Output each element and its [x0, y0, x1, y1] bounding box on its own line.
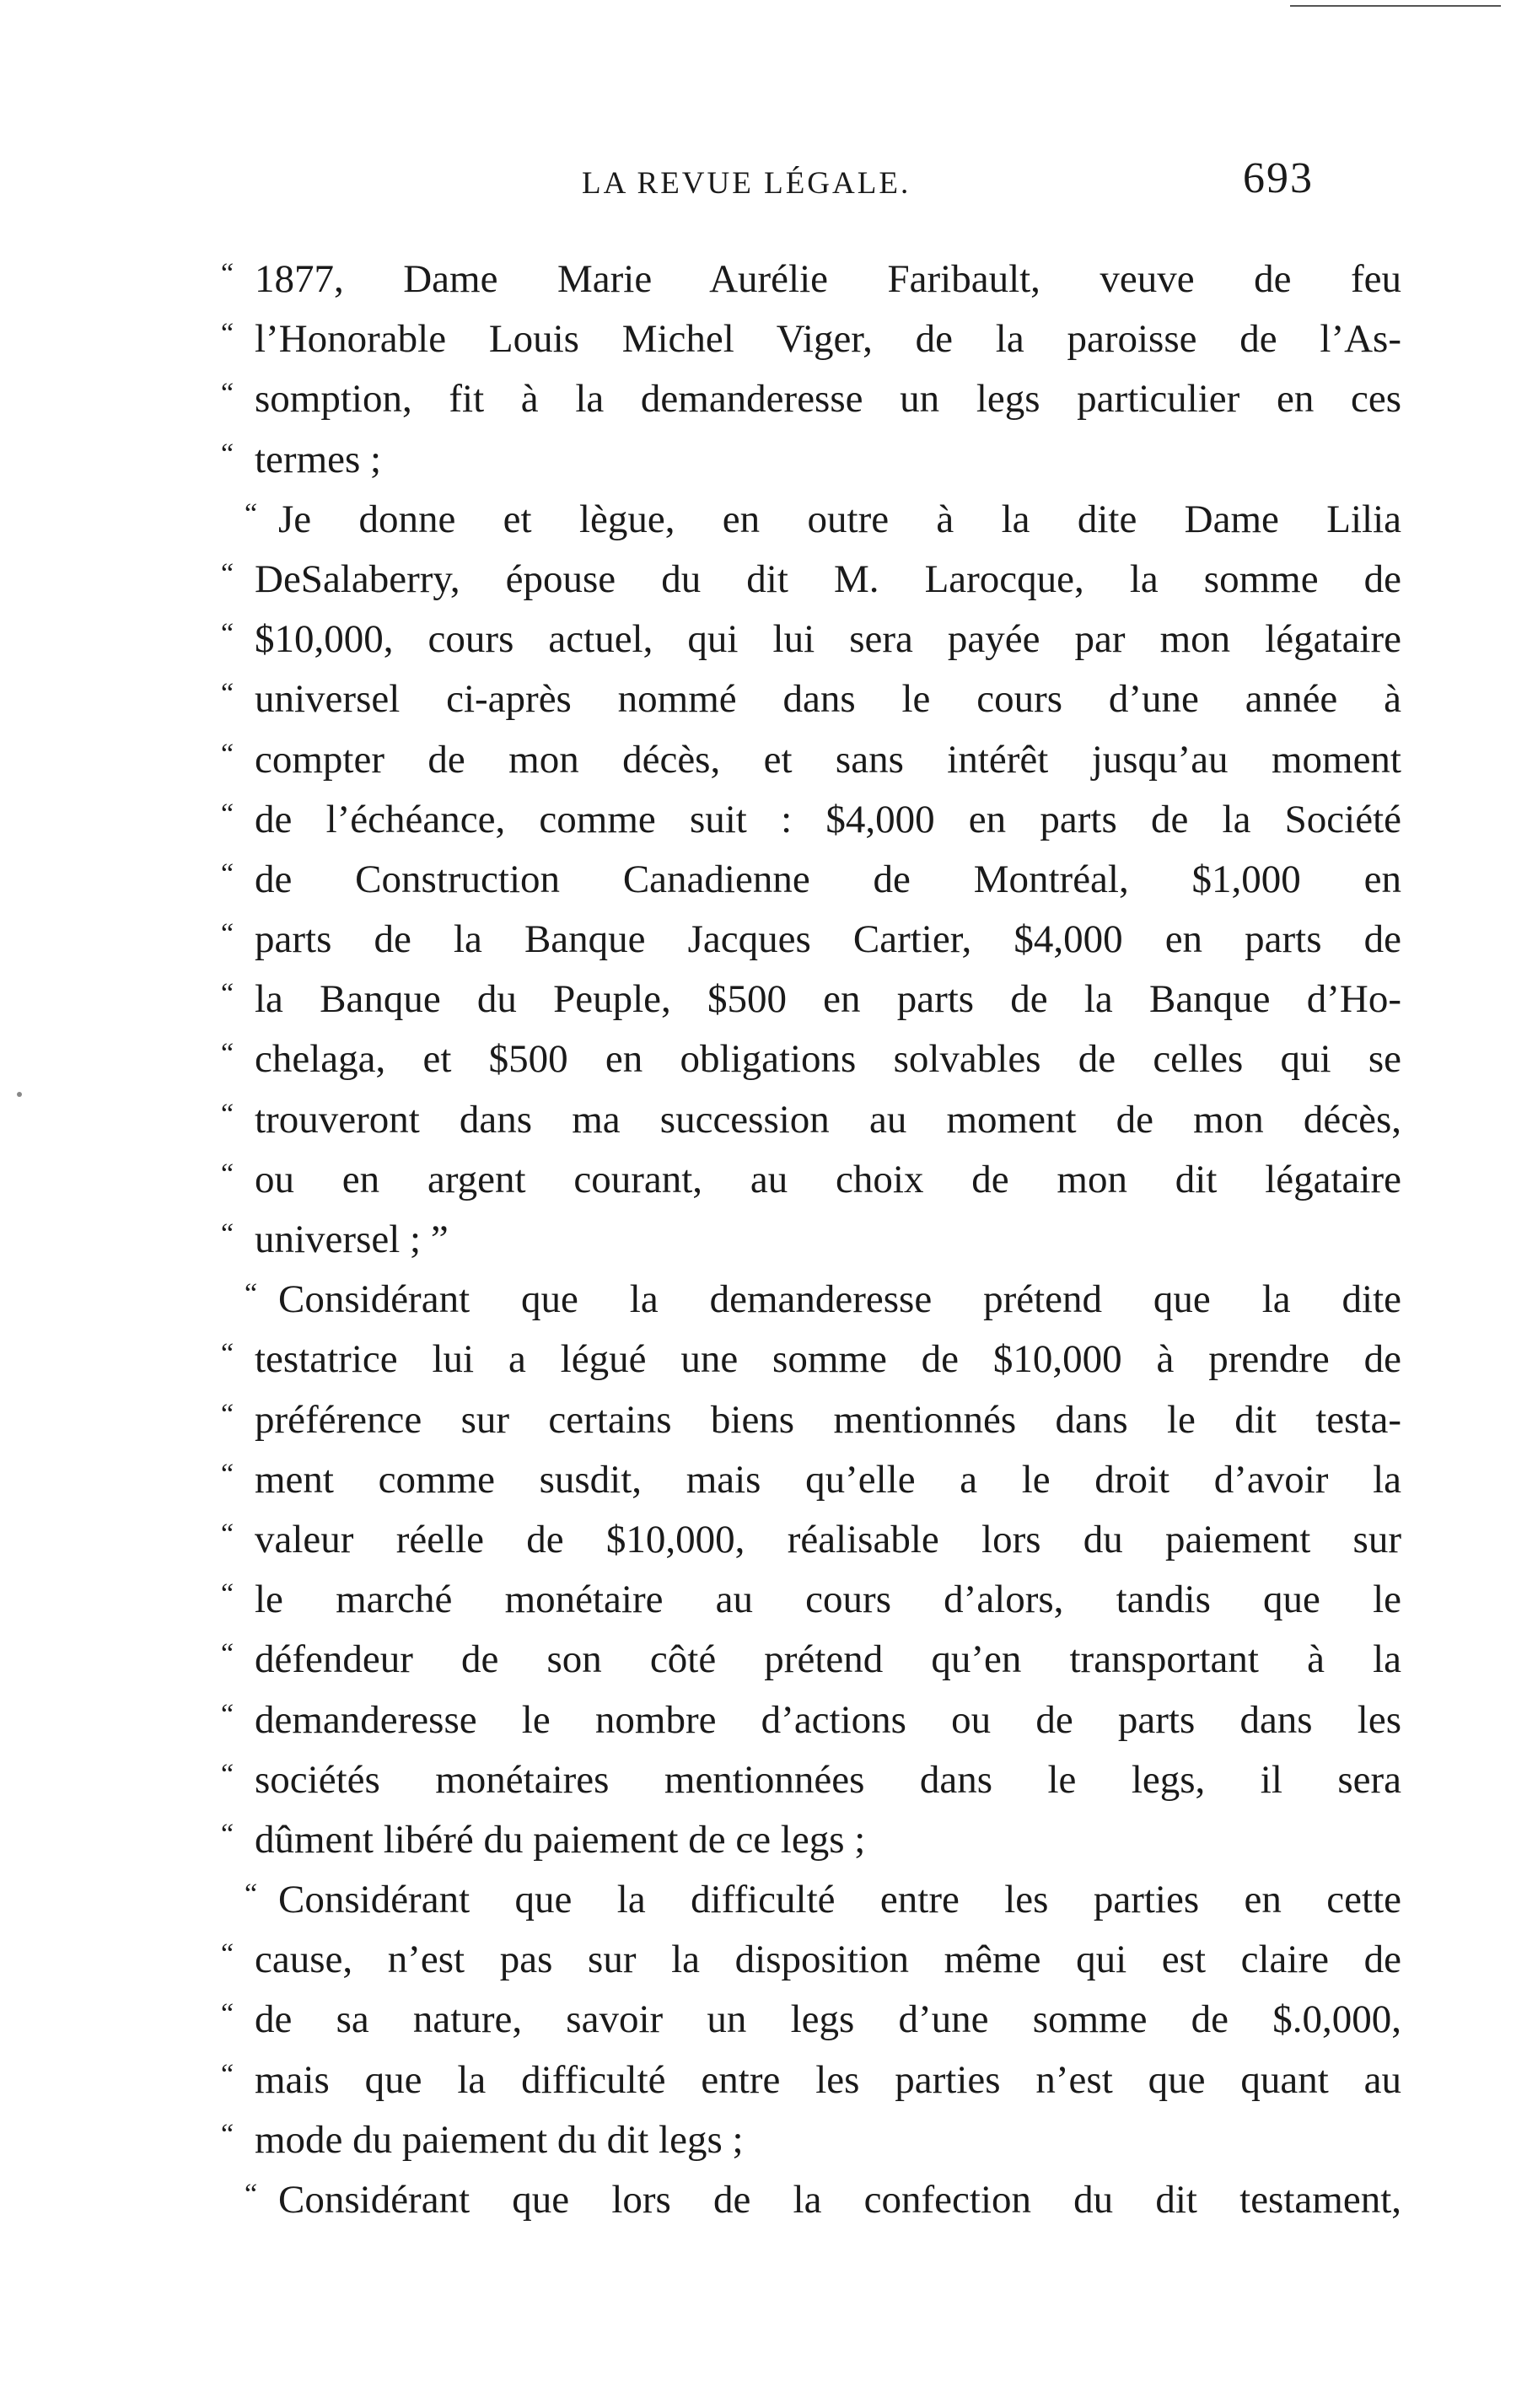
line-text: testatrice lui a légué une somme de $10,000 à prendre de: [255, 1337, 1401, 1382]
quote-mark: “: [221, 2118, 234, 2150]
line-text: DeSalaberry, épouse du dit M. Larocque, la somme de: [255, 556, 1401, 601]
text-line: [221, 1330, 1401, 1389]
text-line: [221, 790, 1401, 850]
text-line: [221, 250, 1401, 309]
text-line: [221, 550, 1401, 610]
line-text: somption, fit à la demanderesse un legs particulier en ces: [255, 377, 1401, 422]
quote-mark: “: [221, 1218, 234, 1250]
text-line: [221, 490, 1401, 550]
line-text: compter de mon décès, et sans intérêt jusqu’au moment: [255, 737, 1401, 782]
text-line: [221, 1150, 1401, 1210]
quote-mark: “: [245, 1278, 258, 1310]
quote-mark: “: [221, 678, 234, 710]
line-text: sociétés monétaires mentionnées dans le legs, il sera: [255, 1757, 1401, 1802]
text-line: [221, 1930, 1401, 1990]
text-line: [221, 2170, 1401, 2230]
text-line: [221, 730, 1401, 790]
quote-mark: “: [221, 378, 234, 410]
quote-mark: “: [221, 318, 234, 350]
line-text: Je donne et lègue, en outre à la dite Dame Lilia: [278, 497, 1401, 541]
text-line: [221, 1690, 1401, 1750]
text-line: [221, 1450, 1401, 1510]
quote-mark: “: [221, 1098, 234, 1130]
quote-mark: “: [221, 1038, 234, 1070]
page-number: 693: [1243, 154, 1314, 202]
text-line: [221, 910, 1401, 970]
body-text: [221, 250, 1401, 2230]
line-text: la Banque du Peuple, $500 en parts de la Banque d’Ho-: [255, 977, 1401, 1022]
line-text: cause, n’est pas sur la disposition même qui est claire de: [255, 1938, 1401, 1982]
line-text: valeur réelle de $10,000, réalisable lors du paiement sur: [255, 1517, 1401, 1561]
line-text: $10,000, cours actuel, qui lui sera payée par mon légataire: [255, 617, 1401, 662]
text-line: [221, 1750, 1401, 1810]
quote-mark: “: [221, 1938, 234, 1970]
line-text: universel ci-après nommé dans le cours d’une année à: [255, 677, 1401, 722]
text-line: [221, 669, 1401, 729]
text-line: [221, 970, 1401, 1029]
line-text: universel ; ”: [255, 1217, 449, 1261]
line-text: mais que la difficulté entre les parties n’est que quant au: [255, 2057, 1401, 2102]
line-text: demanderesse le nombre d’actions ou de parts dans les: [255, 1697, 1401, 1742]
quote-mark: “: [221, 1638, 234, 1670]
quote-mark: “: [221, 438, 234, 470]
text-line: [221, 1510, 1401, 1570]
text-line: [221, 1090, 1401, 1150]
line-text: défendeur de son côté prétend qu’en transportant à la: [255, 1637, 1401, 1682]
margin-mark: [17, 1092, 22, 1097]
quote-mark: “: [221, 857, 234, 890]
line-text: de l’échéance, comme suit : $4,000 en parts de la Société: [255, 797, 1401, 841]
quote-mark: “: [221, 1818, 234, 1850]
text-line: [221, 1210, 1401, 1270]
quote-mark: “: [221, 1158, 234, 1190]
text-line: [221, 1630, 1401, 1690]
quote-mark: “: [221, 618, 234, 650]
quote-mark: “: [221, 557, 234, 589]
quote-mark: “: [221, 2058, 234, 2090]
line-text: dûment libéré du paiement de ce legs ;: [255, 1817, 866, 1862]
text-line: [221, 2110, 1401, 2170]
line-text: l’Honorable Louis Michel Viger, de la paroisse de l’As-: [255, 317, 1401, 362]
quote-mark: “: [221, 738, 234, 770]
text-line: [221, 1570, 1401, 1630]
quote-mark: “: [221, 978, 234, 1010]
quote-mark: “: [221, 1998, 234, 2030]
quote-mark: “: [221, 1758, 234, 1790]
quote-mark: “: [221, 1398, 234, 1430]
text-line: [221, 1870, 1401, 1930]
line-text: préférence sur certains biens mentionnés dans le dit testa-: [255, 1397, 1401, 1442]
line-text: parts de la Banque Jacques Cartier, $4,000 en parts de: [255, 917, 1401, 962]
text-line: [221, 369, 1401, 429]
line-text: de sa nature, savoir un legs d’une somme de $.0,000,: [255, 1997, 1401, 2042]
quote-mark: “: [221, 1698, 234, 1730]
quote-mark: “: [221, 1518, 234, 1550]
line-text: ment comme susdit, mais qu’elle a le droit d’avoir la: [255, 1457, 1401, 1502]
line-text: Considérant que lors de la confection du dit testament,: [278, 2178, 1401, 2222]
quote-mark: “: [245, 2179, 258, 2210]
top-rule: [1290, 5, 1501, 7]
line-text: trouveront dans ma succession au moment de mon décès,: [255, 1097, 1401, 1142]
text-line: [221, 1990, 1401, 2050]
line-text: mode du paiement du dit legs ;: [255, 2117, 744, 2162]
line-text: chelaga, et $500 en obligations solvables de celles qui se: [255, 1037, 1401, 1082]
text-line: [221, 1270, 1401, 1330]
quote-mark: “: [221, 258, 234, 289]
running-head: LA REVUE LÉGALE.: [582, 166, 911, 201]
text-line: [221, 1810, 1401, 1870]
quote-mark: “: [221, 1458, 234, 1490]
text-line: [221, 850, 1401, 910]
line-text: Considérant que la difficulté entre les parties en cette: [278, 1878, 1401, 1922]
line-text: le marché monétaire au cours d’alors, tandis que le: [255, 1578, 1401, 1622]
quote-mark: “: [221, 1578, 234, 1610]
line-text: termes ;: [255, 437, 382, 481]
line-text: de Construction Canadienne de Montréal, $1,000 en: [255, 857, 1401, 901]
text-line: [221, 430, 1401, 490]
text-line: [221, 309, 1401, 369]
line-text: Considérant que la demanderesse prétend que la dite: [278, 1277, 1401, 1322]
quote-mark: “: [245, 1879, 258, 1911]
line-text: ou en argent courant, au choix de mon dit légataire: [255, 1157, 1401, 1201]
quote-mark: “: [221, 798, 234, 830]
text-line: [221, 1390, 1401, 1450]
quote-mark: “: [221, 918, 234, 950]
line-text: 1877, Dame Marie Aurélie Faribault, veuve de feu: [255, 257, 1401, 301]
text-line: [221, 1029, 1401, 1089]
text-line: [221, 610, 1401, 669]
quote-mark: “: [245, 497, 258, 529]
text-line: [221, 2051, 1401, 2110]
quote-mark: “: [221, 1338, 234, 1370]
